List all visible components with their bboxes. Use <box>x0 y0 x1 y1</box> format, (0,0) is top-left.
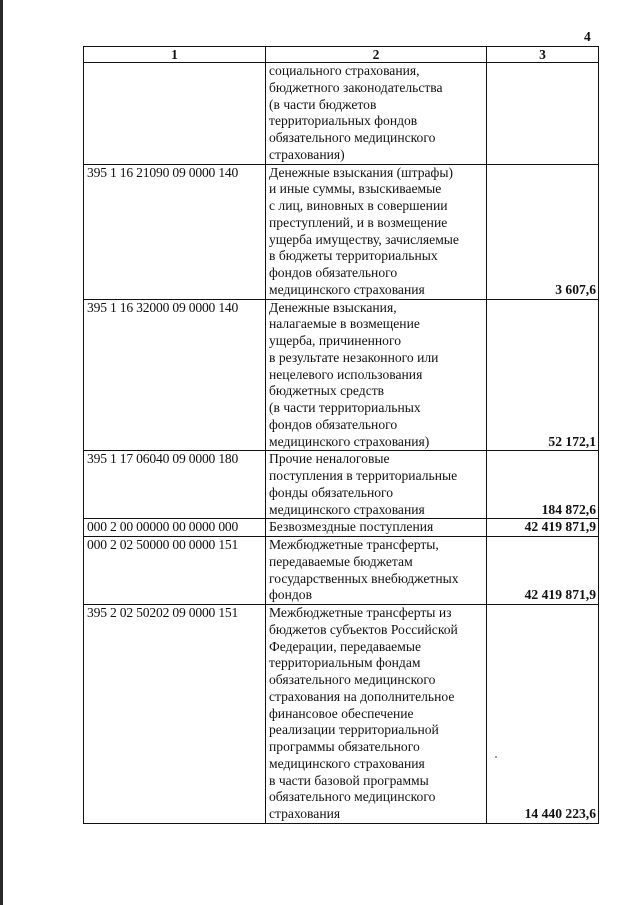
description-line: Федерации, передаваемые <box>269 638 421 654</box>
description-line: ущерба, причиненного <box>269 333 401 348</box>
description-line: бюджетных средств <box>269 383 385 399</box>
description-line: территориальным фондам <box>269 655 421 671</box>
description-line: территориальных фондов <box>269 113 418 129</box>
budget-code-cell: 395 1 16 21090 09 0000 140 <box>84 164 266 299</box>
description-cell <box>266 451 487 519</box>
budget-code-cell: 000 2 02 50000 00 0000 151 <box>84 537 266 605</box>
description-line: преступлений, и в возмещение <box>269 214 448 230</box>
description-line: реализации территориальной <box>269 722 439 738</box>
table-row <box>84 63 599 165</box>
amount-cell: 52 172,1 <box>487 299 599 451</box>
description-cell <box>266 299 487 451</box>
amount-cell: 42 419 871,9 <box>487 537 599 605</box>
description-line: медицинского страхования <box>269 755 425 771</box>
table-row <box>84 519 599 537</box>
column-header-description: 2 <box>266 47 487 63</box>
budget-code-cell <box>84 63 266 165</box>
description-line: (в части бюджетов <box>269 96 377 112</box>
revenue-table <box>83 46 599 824</box>
description-line: передаваемые бюджетам <box>269 553 413 569</box>
budget-code-cell: 000 2 00 00000 00 0000 000 <box>84 519 266 537</box>
page-binding-edge <box>0 0 3 905</box>
description-line: (в части территориальных <box>269 400 421 415</box>
description-line: Денежные взыскания, <box>269 299 397 315</box>
page-number: 4 <box>584 29 591 44</box>
description-cell <box>266 519 487 537</box>
description-line: страхования) <box>269 146 345 162</box>
description-line: страхования на дополнительное <box>269 688 455 704</box>
description-line: страхования <box>269 806 341 821</box>
table-row <box>84 605 599 824</box>
description-line: ущерба имуществу, зачисляемые <box>269 231 459 247</box>
amount-cell <box>487 63 599 165</box>
description-cell <box>266 537 487 605</box>
description-line: Межбюджетные трансферты, <box>269 537 439 552</box>
description-line: нецелевого использования <box>269 366 423 382</box>
amount-cell: 3 607,6 <box>487 164 599 299</box>
description-line: медицинского страхования <box>269 501 425 517</box>
budget-code-cell: 395 1 17 06040 09 0000 180 <box>84 451 266 519</box>
column-header-amount: 3 <box>487 47 599 63</box>
description-line: Денежные взыскания (штрафы) <box>269 164 454 180</box>
description-line: обязательного медицинского <box>269 130 436 145</box>
scan-artifact-dot <box>495 756 497 758</box>
description-line: в бюджеты территориальных <box>269 248 438 264</box>
description-line: медицинского страхования) <box>269 433 430 449</box>
amount-cell: 184 872,6 <box>487 451 599 519</box>
description-cell <box>266 164 487 299</box>
description-line: бюджетного законодательства <box>269 79 443 95</box>
budget-code-cell: 395 1 16 32000 09 0000 140 <box>84 299 266 451</box>
table-row <box>84 299 599 451</box>
description-line: фонды обязательного <box>269 484 394 500</box>
description-line: налагаемые в возмещение <box>269 316 420 332</box>
description-line: фондов обязательного <box>269 416 398 432</box>
column-header-code: 1 <box>84 47 266 63</box>
description-cell <box>266 605 487 824</box>
description-line: Прочие неналоговые <box>269 451 390 467</box>
description-line: обязательного медицинского <box>269 672 436 687</box>
description-line: государственных внебюджетных <box>269 570 459 586</box>
description-line: фондов обязательного <box>269 265 398 280</box>
description-line: в результате незаконного или <box>269 349 439 365</box>
table-row <box>84 451 599 519</box>
description-line: Межбюджетные трансферты из <box>269 605 452 620</box>
amount-cell: 14 440 223,6 <box>487 605 599 824</box>
description-line: обязательного медицинского <box>269 789 436 805</box>
description-line: в части базовой программы <box>269 772 429 788</box>
table-row <box>84 164 599 299</box>
description-line: бюджетов субъектов Российской <box>269 621 458 637</box>
description-line: медицинского страхования <box>269 281 425 297</box>
description-line: поступления в территориальные <box>269 468 458 483</box>
description-line: с лиц, виновных в совершении <box>269 198 448 213</box>
description-line: и иные суммы, взыскиваемые <box>269 181 442 197</box>
table-row <box>84 537 599 605</box>
amount-cell: 42 419 871,9 <box>487 519 599 537</box>
description-line: фондов <box>269 587 313 603</box>
description-line: социального страхования, <box>269 63 420 78</box>
description-cell <box>266 63 487 165</box>
table-header-row <box>84 47 599 63</box>
description-line: Безвозмездные поступления <box>269 519 434 535</box>
budget-code-cell: 395 2 02 50202 09 0000 151 <box>84 605 266 824</box>
description-line: финансовое обеспечение <box>269 705 414 721</box>
description-line: программы обязательного <box>269 739 420 754</box>
